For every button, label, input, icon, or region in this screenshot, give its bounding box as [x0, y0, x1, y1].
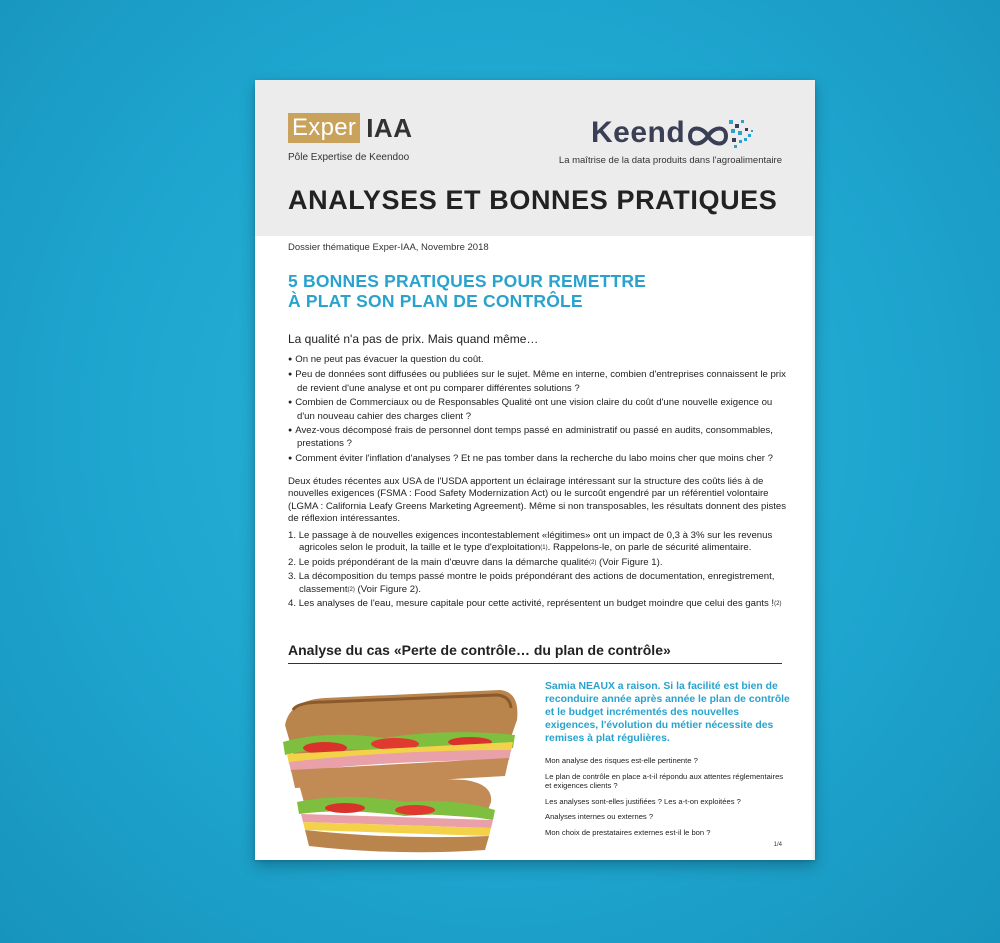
document-header — [255, 80, 815, 236]
numbered-item: 1. Le passage à de nouvelles exigences incontestablement «légitimes» ont un impact de 0,3 à 3% sur les revenus agricoles selon le produit, la taille et le type d'exploitation$^{(1)}$. Rappelons-le, on parle de sécurité alimentaire. — [288, 530, 773, 554]
questions-list — [545, 756, 790, 844]
bullet-item: ● On ne peut pas évacuer la question du coût. — [288, 354, 788, 367]
bullet-item: ● Peu de données sont diffusées ou publiées sur le sujet. Même en interne, combien d'entreprises connaissent le prix de revient d'une analyse et ont pu comparer différentes solutions ? — [288, 369, 788, 395]
numbered-item: 3. La décomposition du temps passé montre le poids prépondérant des actions de documentation, enregistrement, classement$^{(2)}$ (Voir Figure 2). — [288, 571, 775, 595]
question-item: Mon choix de prestataires externes est-il le bon ? — [545, 827, 711, 837]
intro-text: La qualité n'a pas de prix. Mais quand même… — [288, 332, 539, 346]
document-page — [255, 80, 815, 860]
numbered-item: 2. Le poids prépondérant de la main d'œuvre dans la démarche qualité$^{(2)}$ (Voir Figure 1). — [288, 556, 663, 568]
bullet-list — [288, 354, 788, 468]
article-title — [288, 271, 688, 311]
numbered-list — [288, 530, 788, 612]
keendoo-wordmark: Keend — [591, 116, 686, 149]
keendoo-logo — [591, 116, 756, 150]
highlight-paragraph: Samia NEAUX a raison. Si la facilité est bien de reconduire année après année le plan de contrôle et le budget incrémentés des nouvelles exigences, l'évolution du métier nécessite des remises à plat régulières. — [545, 681, 790, 744]
bullet-item: ● Avez-vous décomposé frais de personnel dont temps passé en administratif ou passé en audits, consommables, prestations ? — [288, 425, 788, 451]
bullet-item: ● Comment éviter l'inflation d'analyses ? Et ne pas tomber dans la recherche du labo moins cher que moins cher ? — [288, 453, 788, 466]
numbered-item: 4. Les analyses de l'eau, mesure capitale pour cette activité, représentent un budget moindre que celui des gants !$^{(2)}$ — [288, 598, 782, 610]
article-title-line1: 5 BONNES PRATIQUES POUR REMETTRE — [288, 271, 647, 291]
exper-iaa-logo — [288, 113, 412, 143]
exper-subtitle: Pôle Expertise de Keendoo — [288, 152, 410, 163]
dossier-label: Dossier thématique Exper-IAA, Novembre 2018 — [288, 242, 489, 253]
sandwich-image — [265, 680, 530, 860]
question-item: Mon analyse des risques est-elle pertinente ? — [545, 756, 698, 765]
exper-logo-part2: IAA — [366, 113, 413, 143]
bullet-item: ● Combien de Commerciaux ou de Responsables Qualité ont une vision claire du coût d'une nouvelle exigence ou d'un nouveau cahier des charges client ? — [288, 397, 788, 423]
question-item: Les analyses sont-elles justifiées ? Les a-t-on exploitées ? — [545, 796, 741, 806]
question-item: Le plan de contrôle en place a-t-il répondu aux attentes réglementaires et exigences clients ? — [545, 771, 784, 791]
exper-logo-part1: Exper — [288, 113, 360, 143]
keendoo-infinity-icon — [686, 116, 756, 150]
body-paragraph: Deux études récentes aux USA de l'USDA apportent un éclairage intéressant sur la structure des coûts liés à de nouvelles exigences (FSMA : Food Safety Modernization Act) ou le surcoût engendré par un référentiel volontaire (LGMA : California Leafy Greens Marketing Agreement). Même si non transposables, les résultats donnent des pistes de réflexion intéressantes. — [288, 476, 787, 525]
page-title: ANALYSES ET BONNES PRATIQUES — [288, 185, 778, 215]
section-heading: Analyse du cas «Perte de contrôle… du plan de contrôle» — [288, 642, 782, 664]
article-title-line2: À PLAT SON PLAN DE CONTRÔLE — [288, 291, 583, 311]
question-item: Analyses internes ou externes ? — [545, 812, 654, 822]
keendoo-subtitle: La maîtrise de la data produits dans l'agroalimentaire — [558, 155, 782, 166]
page-number: 1/4 — [773, 842, 782, 848]
